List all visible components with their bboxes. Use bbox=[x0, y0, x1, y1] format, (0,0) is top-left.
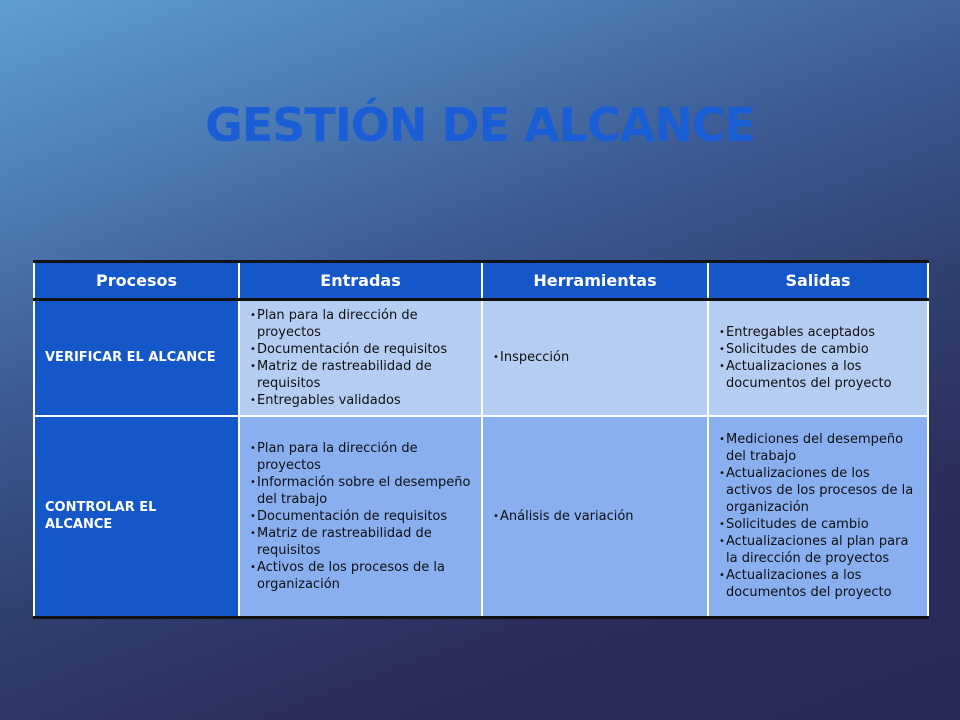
list-item: • Matriz de rastreabilidad de requisitos bbox=[250, 525, 473, 559]
tools-cell bbox=[482, 416, 708, 618]
slide-title: GESTIÓN DE ALCANCE bbox=[205, 98, 755, 152]
list-item: • Solicitudes de cambio bbox=[719, 516, 919, 533]
outputs-list bbox=[719, 431, 919, 601]
process-table bbox=[33, 260, 929, 619]
process-table-container bbox=[33, 260, 927, 619]
tools-list bbox=[493, 508, 699, 525]
process-name: VERIFICAR EL ALCANCE bbox=[34, 300, 239, 416]
list-item: • Información sobre el desempeño del trabajo bbox=[250, 474, 473, 508]
header-herramientas: Herramientas bbox=[482, 262, 708, 300]
list-item: • Mediciones del desempeño del trabajo bbox=[719, 431, 919, 465]
list-item: • Documentación de requisitos bbox=[250, 341, 473, 358]
list-item: • Análisis de variación bbox=[493, 508, 699, 525]
list-item: • Actualizaciones a los documentos del proyecto bbox=[719, 567, 919, 601]
outputs-list bbox=[719, 324, 919, 392]
list-item: • Actualizaciones al plan para la dirección de proyectos bbox=[719, 533, 919, 567]
list-item: • Plan para la dirección de proyectos bbox=[250, 307, 473, 341]
list-item: • Activos de los procesos de la organización bbox=[250, 559, 473, 593]
inputs-cell bbox=[239, 300, 482, 416]
list-item: • Actualizaciones de los activos de los procesos de la organización bbox=[719, 465, 919, 516]
table-row bbox=[34, 300, 928, 416]
header-salidas: Salidas bbox=[708, 262, 928, 300]
process-name: CONTROLAR EL ALCANCE bbox=[34, 416, 239, 618]
list-item: • Solicitudes de cambio bbox=[719, 341, 919, 358]
list-item: • Inspección bbox=[493, 349, 699, 366]
header-entradas: Entradas bbox=[239, 262, 482, 300]
list-item: • Entregables validados bbox=[250, 392, 473, 409]
inputs-list bbox=[250, 307, 473, 409]
list-item: • Actualizaciones a los documentos del proyecto bbox=[719, 358, 919, 392]
header-procesos: Procesos bbox=[34, 262, 239, 300]
list-item: • Entregables aceptados bbox=[719, 324, 919, 341]
list-item: • Documentación de requisitos bbox=[250, 508, 473, 525]
tools-cell bbox=[482, 300, 708, 416]
tools-list bbox=[493, 349, 699, 366]
inputs-list bbox=[250, 440, 473, 593]
list-item: • Matriz de rastreabilidad de requisitos bbox=[250, 358, 473, 392]
table-row bbox=[34, 416, 928, 618]
outputs-cell bbox=[708, 300, 928, 416]
outputs-cell bbox=[708, 416, 928, 618]
inputs-cell bbox=[239, 416, 482, 618]
table-header-row bbox=[34, 262, 928, 300]
list-item: • Plan para la dirección de proyectos bbox=[250, 440, 473, 474]
